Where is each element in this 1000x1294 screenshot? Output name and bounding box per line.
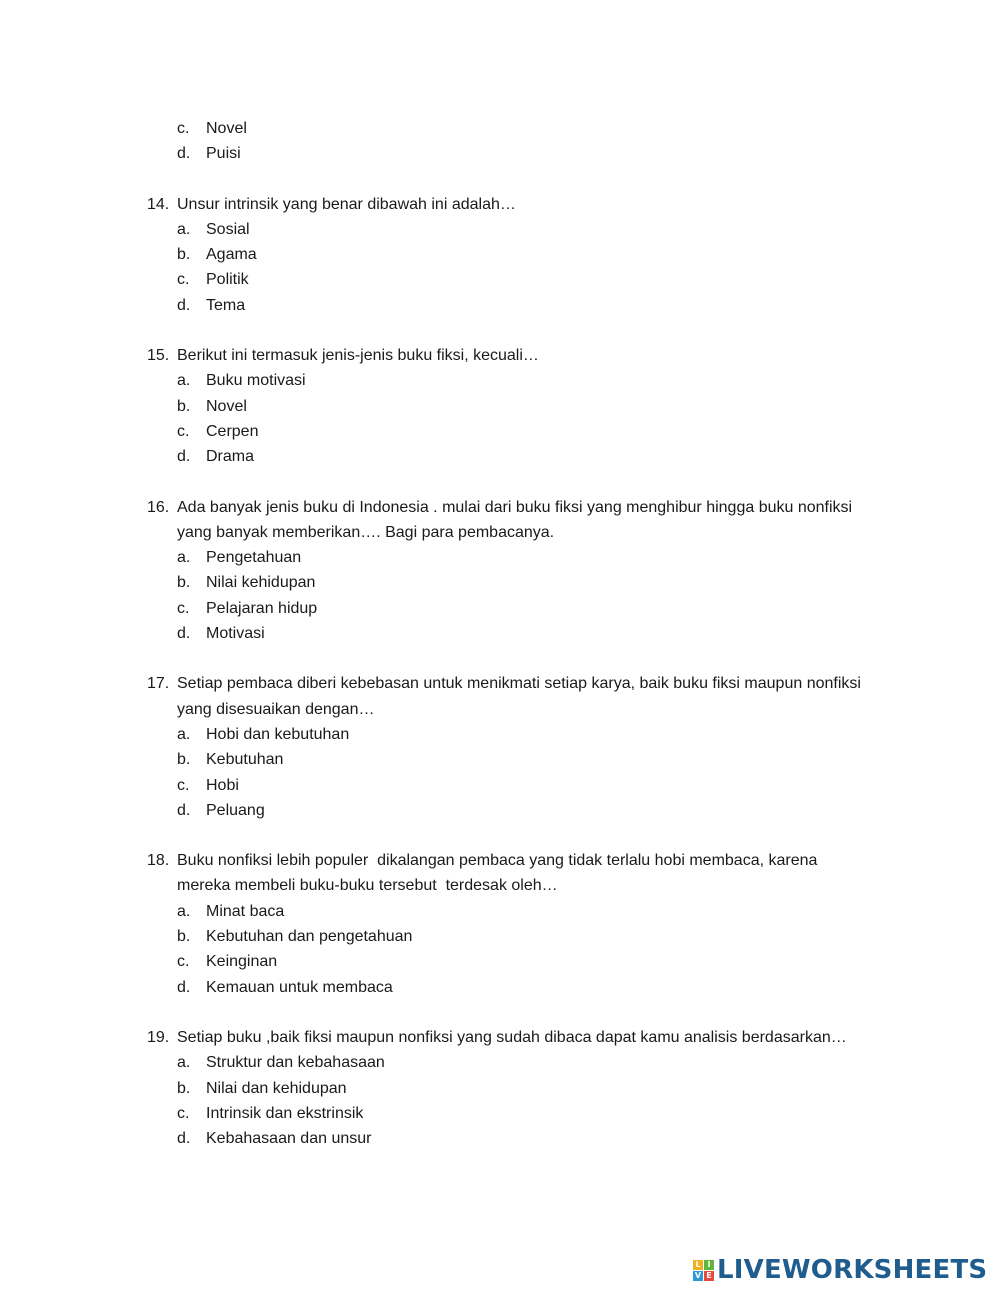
logo-mark-letter: L: [693, 1260, 703, 1270]
option-text: Nilai dan kehidupan: [206, 1079, 347, 1097]
option-letter: d.: [177, 448, 191, 466]
question-14: [0, 192, 1000, 318]
question-number: 14.: [147, 195, 170, 213]
option-letter: b.: [177, 574, 191, 592]
option-text: Hobi dan kebutuhan: [206, 725, 350, 743]
option-letter: b.: [177, 751, 191, 769]
logo-mark-letter: V: [694, 1270, 702, 1280]
option-text: Drama: [206, 448, 255, 466]
question-line: Berikut ini termasuk jenis-jenis buku fiksi, kecuali…: [177, 347, 539, 365]
option-letter: b.: [177, 928, 191, 946]
question-17: [0, 671, 1000, 823]
option-c[interactable]: [0, 1101, 1000, 1126]
option-letter: d.: [177, 296, 191, 314]
option-letter: a.: [177, 220, 191, 238]
question-19: [0, 1025, 1000, 1151]
option-text: Struktur dan kebahasaan: [206, 1054, 385, 1072]
liveworksheets-logo: [693, 1253, 987, 1287]
option-c[interactable]: [0, 596, 1000, 621]
option-text: Novel: [206, 397, 247, 415]
option-text: Kebutuhan: [206, 751, 284, 769]
option-letter: c.: [177, 1104, 190, 1122]
option-b[interactable]: [0, 924, 1000, 949]
option-text: Intrinsik dan ekstrinsik: [206, 1104, 364, 1122]
option-text: Minat baca: [206, 902, 285, 920]
option-d[interactable]: [0, 1126, 1000, 1151]
option-letter: c.: [177, 271, 190, 289]
question-text: [0, 848, 1000, 899]
logo-mark-letter: I: [704, 1260, 714, 1270]
option-d[interactable]: [0, 444, 1000, 469]
option-text: Buku motivasi: [206, 372, 306, 390]
option-a[interactable]: [0, 722, 1000, 747]
question-text: [0, 1025, 1000, 1050]
option-text: Pelajaran hidup: [206, 599, 318, 617]
question-13-continuation: [0, 116, 1000, 167]
option-b[interactable]: [0, 242, 1000, 267]
live-logo-icon: [693, 1260, 714, 1281]
option-letter: d.: [177, 1130, 191, 1148]
option-d[interactable]: [0, 975, 1000, 1000]
option-letter: c.: [177, 599, 190, 617]
option-text: Sosial: [206, 220, 250, 238]
option-d[interactable]: [0, 293, 1000, 318]
option-letter: d.: [177, 801, 191, 819]
question-line: Buku nonfiksi lebih populer dikalangan pembaca yang tidak terlalu hobi membaca, karena: [177, 852, 818, 870]
option-text: Keinginan: [206, 953, 278, 971]
question-15: [0, 343, 1000, 469]
question-line: mereka membeli buku-buku tersebut terdesak oleh…: [177, 877, 558, 895]
option-letter: c.: [177, 120, 190, 137]
option-letter: b.: [177, 1079, 191, 1097]
option-d[interactable]: [0, 798, 1000, 823]
option-text: Nilai kehidupan: [206, 574, 316, 592]
option-letter: a.: [177, 902, 191, 920]
option-text: Pengetahuan: [206, 549, 302, 567]
option-letter: a.: [177, 1054, 191, 1072]
option-letter: a.: [177, 372, 191, 390]
option-text: Cerpen: [206, 422, 259, 440]
option-letter: d.: [177, 145, 191, 163]
option-d[interactable]: [0, 621, 1000, 646]
option-text: Puisi: [206, 145, 241, 163]
option-a[interactable]: [0, 368, 1000, 393]
question-number: 19.: [147, 1028, 170, 1046]
option-a[interactable]: [0, 217, 1000, 242]
question-number: 15.: [147, 347, 170, 365]
option-letter: c.: [177, 776, 190, 794]
worksheet-content: [0, 116, 1000, 1176]
option-c[interactable]: [0, 419, 1000, 444]
question-number: 17.: [147, 675, 170, 693]
option-a[interactable]: [0, 1050, 1000, 1075]
question-line: Setiap pembaca diberi kebebasan untuk menikmati setiap karya, baik buku fiksi maupun nonfiksi: [177, 675, 861, 693]
option-text: Motivasi: [206, 625, 265, 643]
option-text: Kemauan untuk membaca: [206, 978, 393, 996]
option-letter: b.: [177, 397, 191, 415]
option-text: Peluang: [206, 801, 265, 819]
question-16: [0, 495, 1000, 647]
question-number: 16.: [147, 498, 170, 516]
question-line: Ada banyak jenis buku di Indonesia . mulai dari buku fiksi yang menghibur hingga buku nonfiksi: [177, 498, 853, 516]
option-b[interactable]: [0, 394, 1000, 419]
option-c[interactable]: [0, 773, 1000, 798]
question-line: Unsur intrinsik yang benar dibawah ini adalah…: [177, 195, 516, 213]
option-text: Hobi: [206, 776, 239, 794]
option-b[interactable]: [0, 1076, 1000, 1101]
question-18: [0, 848, 1000, 1000]
question-line: Setiap buku ,baik fiksi maupun nonfiksi yang sudah dibaca dapat kamu analisis berdasarkan…: [177, 1028, 847, 1046]
question-line: yang disesuaikan dengan…: [177, 700, 375, 718]
option-letter: c.: [177, 422, 190, 440]
option-text: Politik: [206, 271, 249, 289]
logo-mark-letter: E: [704, 1271, 714, 1281]
logo-text: LIVEWORKSHEETS: [717, 1255, 988, 1285]
option-a[interactable]: [0, 899, 1000, 924]
option-letter: d.: [177, 625, 191, 643]
option-letter: a.: [177, 549, 191, 567]
option-a[interactable]: [0, 545, 1000, 570]
question-text: [0, 671, 1000, 722]
question-text: [0, 343, 1000, 368]
question-number: 18.: [147, 852, 170, 870]
question-line: yang banyak memberikan…. Bagi para pembacanya.: [177, 523, 555, 541]
option-text: Novel: [206, 120, 247, 137]
option-text: Agama: [206, 246, 257, 264]
option-b[interactable]: [0, 747, 1000, 772]
option-b[interactable]: [0, 570, 1000, 595]
option-letter: b.: [177, 246, 191, 264]
option-text: Kebahasaan dan unsur: [206, 1130, 372, 1148]
option-c[interactable]: [0, 949, 1000, 974]
option-c[interactable]: [0, 267, 1000, 292]
option-letter: d.: [177, 978, 191, 996]
option-c[interactable]: [0, 116, 1000, 141]
option-letter: c.: [177, 953, 190, 971]
question-text: [0, 192, 1000, 217]
option-letter: a.: [177, 725, 191, 743]
option-text: Kebutuhan dan pengetahuan: [206, 928, 413, 946]
option-text: Tema: [206, 296, 246, 314]
question-text: [0, 495, 1000, 546]
option-d[interactable]: [0, 141, 1000, 166]
